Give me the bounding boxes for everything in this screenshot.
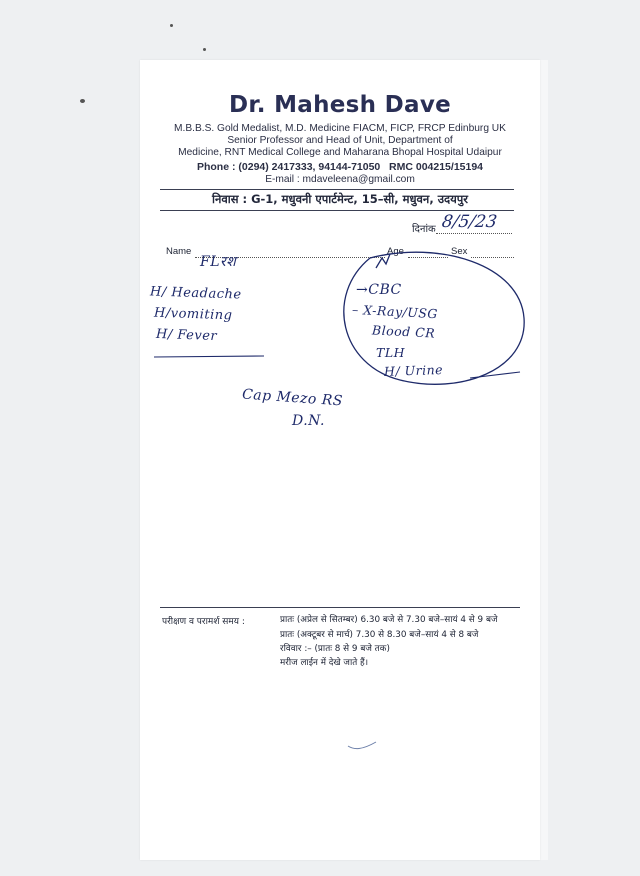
page-edge-shadow	[540, 60, 548, 860]
phone-numbers: (0294) 2417333, 94144-71050	[238, 161, 381, 173]
queue-note: मरीज लाईन में देखे जाते हैं।	[280, 658, 369, 668]
doctor-name: Dr. Mahesh Dave	[228, 92, 452, 118]
scan-mark	[348, 742, 376, 749]
medication-1: Cap Mezo RS	[241, 386, 344, 410]
investigation-1: →CBC	[356, 282, 402, 298]
handwritten-strokes	[140, 60, 540, 860]
medication-2: D.N.	[292, 413, 325, 429]
complaints-underline	[154, 356, 264, 357]
prescription-sheet	[140, 60, 540, 860]
residence-address: निवास : G-1, मधुवनी एपार्टमेन्ट, 15–सी, मधुवन, उदयपुर	[211, 192, 469, 206]
email: E-mail : mdaveleena@gmail.com	[265, 174, 415, 185]
complaint-2: H/vomiting	[153, 305, 233, 324]
scan-speck	[80, 99, 85, 103]
qualifications: M.B.B.S. Gold Medalist, M.D. Medicine FIACM, FICP, FRCP Edinburg UK	[174, 123, 506, 134]
investigation-3: Blood CR	[371, 322, 436, 341]
phone-label: Phone :	[196, 161, 236, 173]
scan-speck	[170, 24, 173, 27]
position-line-2: Medicine, RNT Medical College and Maharana Bhopal Hospital Udaipur	[178, 147, 502, 158]
date-label: दिनांक	[412, 224, 436, 235]
sex-label: Sex	[451, 246, 468, 257]
age-label: Age	[387, 246, 404, 257]
investigation-2: – X-Ray/USG	[351, 301, 439, 322]
date-handwritten: 8/5/23	[440, 212, 499, 232]
name-label: Name	[166, 246, 192, 257]
investigation-5: H/ Urine	[383, 361, 444, 380]
complaint-3: H/ Fever	[155, 326, 218, 345]
patient-name-handwritten: FLरश	[200, 254, 237, 270]
hours-sunday: रविवार :– (प्रातः 8 से 9 बजे तक)	[280, 644, 390, 654]
complaint-1: H/ Headache	[149, 284, 242, 303]
investigation-4: TLH	[376, 345, 406, 360]
position-line-1: Senior Professor and Head of Unit, Department of	[227, 135, 453, 146]
hours-summer: प्रातः (अप्रेल से सितम्बर) 6.30 बजे से 7.30 बजे–सायं 4 से 9 बजे	[280, 615, 498, 625]
hours-winter: प्रातः (अक्टूबर से मार्च) 7.30 से 8.30 बजे–सायं 4 से 8 बजे	[280, 630, 479, 640]
investigation-tail	[470, 372, 520, 378]
scan-speck	[203, 48, 206, 51]
rmc-number: RMC 004215/15194	[389, 161, 484, 173]
consultation-hours-label: परीक्षण व परामर्श समय :	[162, 617, 245, 627]
investigation-circle	[344, 252, 524, 384]
footer-divider	[160, 607, 520, 608]
